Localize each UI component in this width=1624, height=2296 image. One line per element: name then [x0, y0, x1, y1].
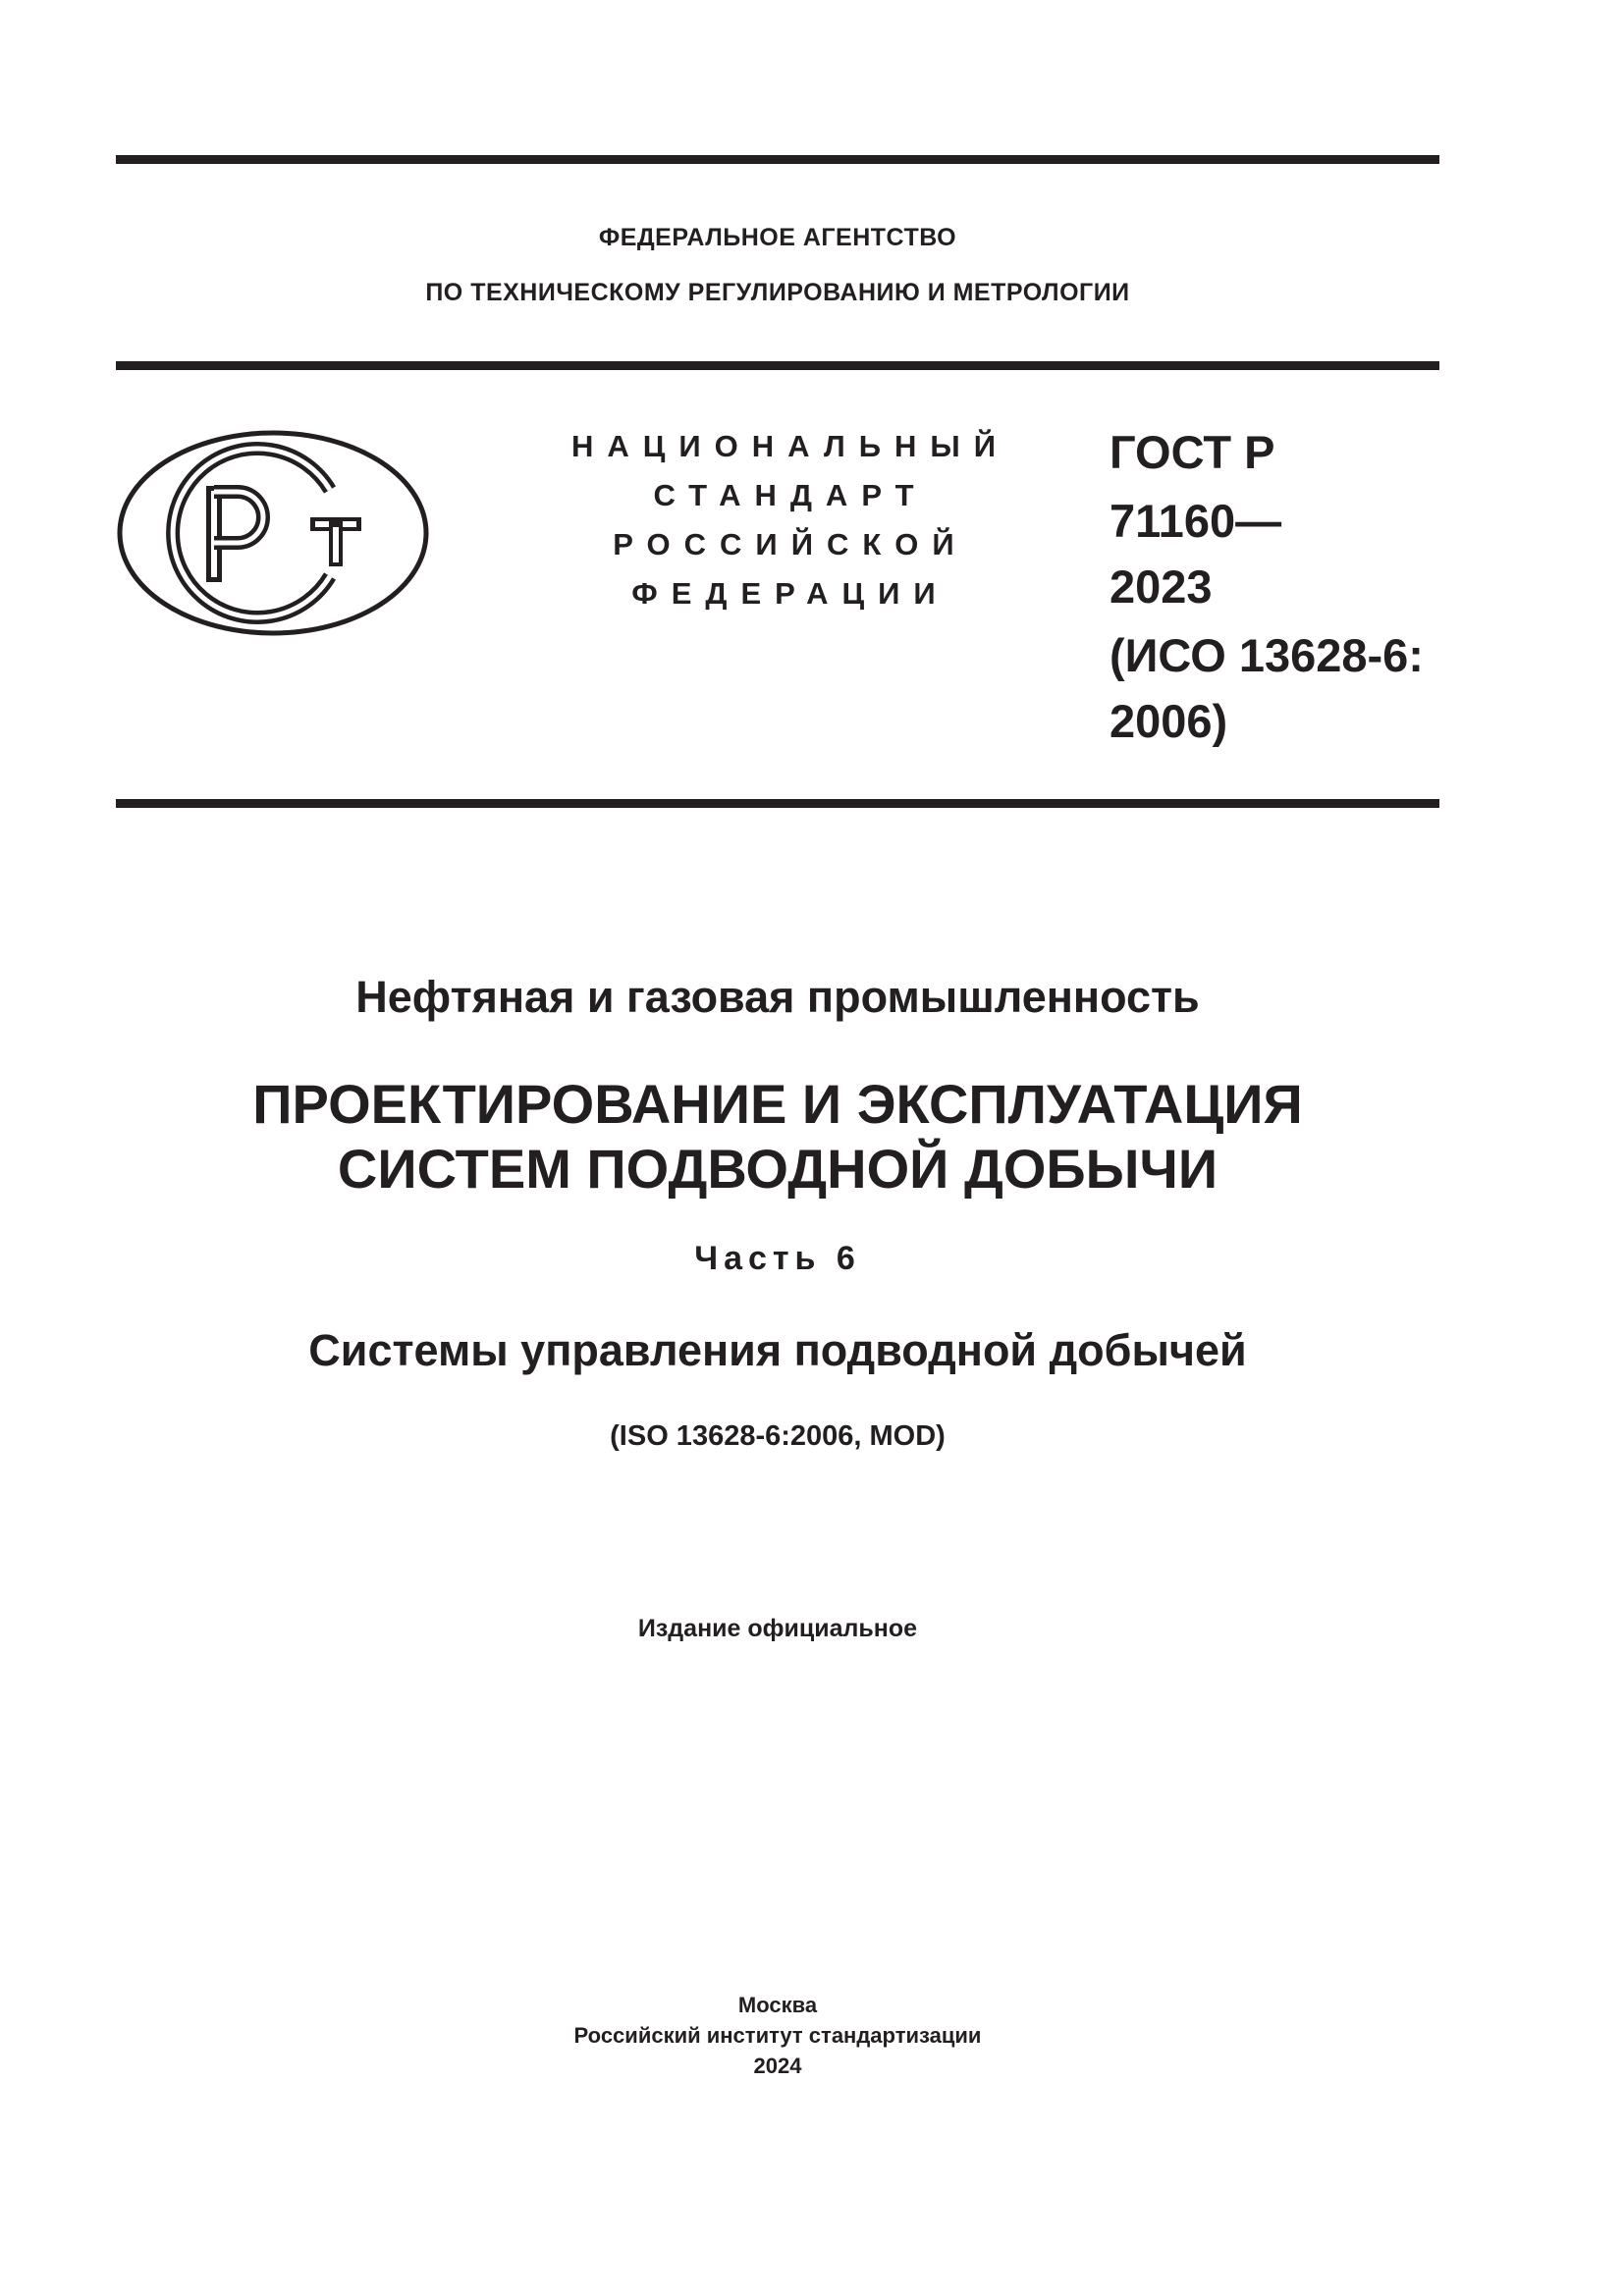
part-title: Системы управления подводной добычей — [308, 1325, 1247, 1375]
standard-type-line-2: СТАНДАРТ — [653, 478, 928, 512]
designation-line-3: 2023 — [1110, 561, 1213, 613]
designation-line-1: ГОСТ Р — [1110, 426, 1275, 478]
designation-rule — [116, 799, 1439, 808]
publisher-year: 2024 — [753, 2054, 802, 2078]
agency-line-1: ФЕДЕРАЛЬНОЕ АГЕНТСТВО — [598, 224, 957, 251]
standard-type-line-4: ФЕДЕРАЦИИ — [631, 576, 949, 611]
iso-reference: (ISO 13628-6:2006, MOD) — [610, 1420, 946, 1452]
designation-line-2: 71160— — [1110, 495, 1282, 547]
agency-line-2: ПО ТЕХНИЧЕСКОМУ РЕГУЛИРОВАНИЮ И МЕТРОЛОГИИ — [425, 279, 1130, 306]
document-title-line-2: СИСТЕМ ПОДВОДНОЙ ДОБЫЧИ — [337, 1138, 1218, 1200]
designation-line-5: 2006) — [1110, 695, 1228, 747]
designation-line-4: (ИСО 13628-6: — [1110, 629, 1424, 681]
document-title-line-1: ПРОЕКТИРОВАНИЕ И ЭКСПЛУАТАЦИЯ — [252, 1073, 1303, 1135]
edition-label: Издание официальное — [637, 1615, 918, 1642]
publisher-institute: Российский институт стандартизации — [573, 2023, 982, 2048]
publisher-city: Москва — [737, 1993, 818, 2017]
top-rule — [116, 155, 1439, 164]
header-rule — [116, 361, 1439, 370]
rst-logo-icon — [116, 429, 430, 637]
document-subtitle: Нефтяная и газовая промышленность — [355, 972, 1200, 1022]
standard-type-line-3: РОССИЙСКОЙ — [613, 527, 968, 561]
part-number: Часть 6 — [694, 1240, 861, 1277]
standard-type-line-1: НАЦИОНАЛЬНЫЙ — [570, 429, 1010, 463]
